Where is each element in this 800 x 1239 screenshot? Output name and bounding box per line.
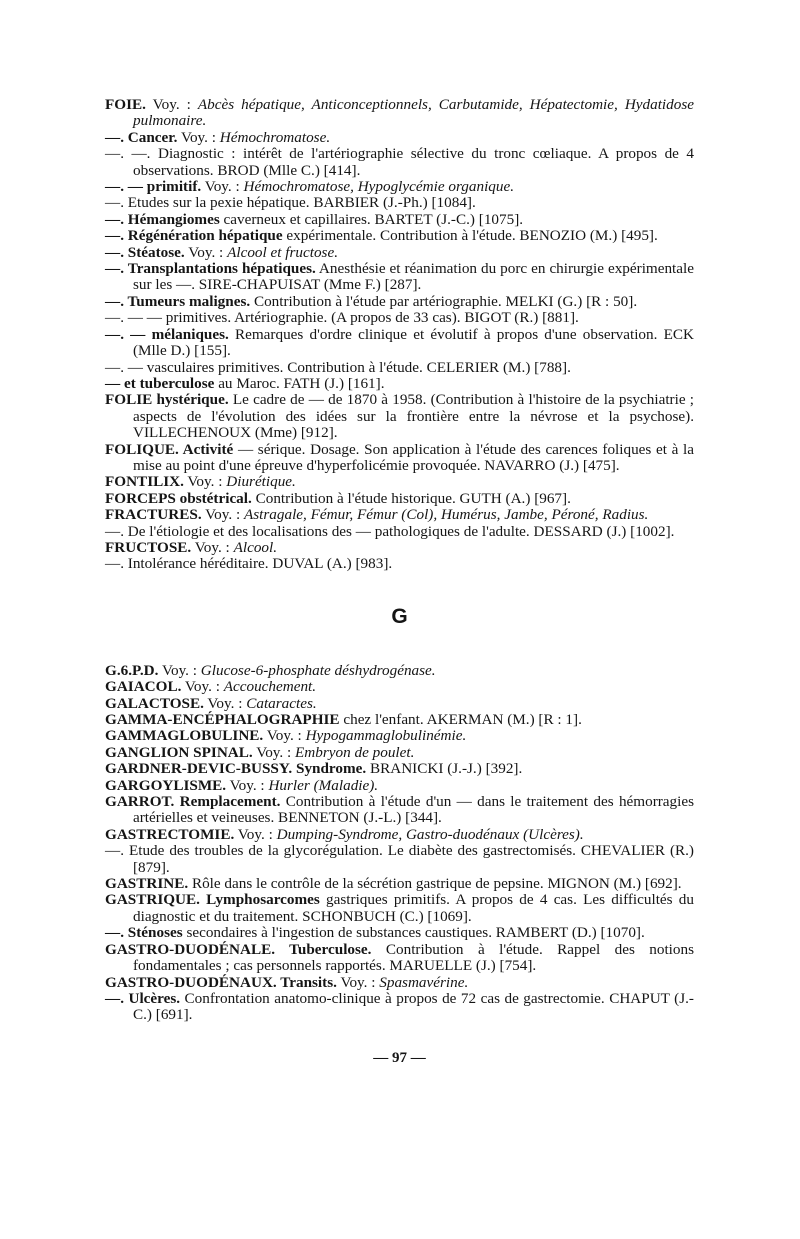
entry-crossref: Cataractes. (246, 694, 317, 712)
entry-headword: GASTRINE. (105, 875, 189, 893)
entry-text: Contribution à l'étude par artériographie. MELKI (G.) [R : 50]. (250, 292, 638, 310)
entry-crossref: Dumping-Syndrome, Gastro-duodénaux (Ulcères). (276, 825, 584, 843)
index-entry (105, 376, 694, 392)
entry-text: secondaires à l'ingestion de substances caustiques. RAMBERT (D.) [1070]. (182, 924, 645, 942)
entry-headword: GARDNER-DEVIC-BUSSY. Syndrome. (105, 760, 367, 778)
entry-headword: —. Ulcères. (105, 989, 181, 1007)
entry-text: Voy. : (145, 96, 198, 113)
index-entry (105, 360, 694, 376)
index-entry (105, 556, 694, 572)
index-entry (105, 925, 694, 941)
page-number: — 97 — (373, 1049, 426, 1066)
entry-text: Voy. : (183, 473, 227, 491)
entry-crossref: Hémochromatose, Hypoglycémie organique. (243, 178, 515, 196)
entry-text: Voy. : (177, 128, 220, 146)
index-entry (105, 228, 694, 244)
entry-headword: GAIACOL. (105, 678, 182, 696)
entry-text: caverneux et capillaires. BARTET (J.-C.) [1075]. (219, 210, 524, 228)
index-entry (105, 540, 694, 556)
index-entry (105, 442, 694, 475)
entry-headword: FOIE. (105, 96, 146, 113)
entry-crossref: Alcool. (233, 538, 278, 556)
index-entry (105, 245, 694, 261)
entry-headword: —. Régénération hépatique (105, 227, 283, 245)
entry-crossref: Astragale, Fémur, Fémur (Col), Humérus, Jambe, Péroné, Radius. (243, 506, 649, 524)
entry-crossref: Alcool et fructose. (227, 243, 339, 261)
entry-text: au Maroc. FATH (J.) [161]. (214, 374, 385, 392)
index-entry (105, 975, 694, 991)
entry-text: —. Intolérance héréditaire. DUVAL (A.) [983]. (105, 555, 393, 573)
entry-crossref: Embryon de poulet. (295, 743, 415, 761)
index-entries-f (105, 97, 694, 573)
section-heading: G (391, 604, 408, 628)
index-entry (105, 130, 694, 146)
entry-headword: GARROT. Remplacement. (105, 793, 281, 811)
index-entry (105, 212, 694, 228)
index-entry (105, 261, 694, 294)
entry-text: Le cadre de — de 1870 à 1958. (Contribution à l'histoire de la psychiatrie ; aspects de l'évolution des idées sur la frontière entre la névrose et la psychose). VILLECHENOUX (Mme) [912]. (133, 391, 694, 442)
entry-text: —. —. Diagnostic : intérêt de l'artériographie sélective du tronc cœliaque. A propos de 4 observations. BROD (Mlle C.) [414]. (105, 145, 694, 179)
index-entries-g (105, 663, 694, 1024)
entry-headword: —. — mélaniques. (105, 325, 229, 343)
entry-text: expérimentale. Contribution à l'étude. BENOZIO (M.) [495]. (282, 227, 658, 245)
index-entry (105, 310, 694, 326)
index-entry (105, 146, 694, 179)
entry-text: Contribution à l'étude d'un — dans le traitement des hémorragies artérielles et veineuses. BENNETON (J.-L.) [344]. (133, 793, 695, 827)
entry-headword: —. Transplantations hépatiques. (105, 260, 316, 278)
entry-headword: —. — primitif. (105, 178, 202, 196)
index-entry (105, 696, 694, 712)
index-entry (105, 991, 694, 1024)
index-entry (105, 524, 694, 540)
index-entry (105, 294, 694, 310)
index-entry (105, 474, 694, 490)
entry-headword: GARGOYLISME. (105, 776, 227, 794)
entry-headword: — et tuberculose (105, 374, 215, 392)
index-entry (105, 195, 694, 211)
entry-text: Remarques d'ordre clinique et évolutif à propos d'une observation. ECK (Mlle D.) [155]. (133, 325, 694, 360)
entry-text: —. — vasculaires primitives. Contribution à l'étude. CELERIER (M.) [788]. (105, 358, 571, 376)
entry-headword: GASTRECTOMIE. (105, 825, 235, 843)
entry-headword: GANGLION SPINAL. (105, 743, 253, 761)
index-entry (105, 491, 694, 507)
entry-headword: —. Sténoses (105, 924, 183, 942)
index-entry (105, 843, 694, 876)
index-entry (105, 794, 694, 827)
index-entry (105, 745, 694, 761)
index-entry (105, 327, 694, 360)
entry-text: —. Etude des troubles de la glycorégulation. Le diabète des gastrectomisés. CHEVALIER (R.) [879]. (105, 842, 694, 876)
entry-text: —. Etudes sur la pexie hépatique. BARBIER (J.-Ph.) [1084]. (105, 194, 476, 212)
entry-headword: FONTILIX. (105, 473, 184, 491)
entry-text: Voy. : (201, 506, 244, 524)
entry-text: Voy. : (191, 538, 234, 556)
entry-crossref: Spasmavérine. (379, 973, 469, 991)
index-entry (105, 663, 694, 679)
entry-crossref: Hypogammaglobulinémie. (305, 727, 467, 745)
entry-text: Contribution à l'étude. Rappel des notions fondamentales ; cas personnels rapportés. MARUELLE (J.) [754]. (133, 940, 694, 975)
entry-text: —. — — primitives. Artériographie. (A propos de 33 cas). BIGOT (R.) [881]. (105, 309, 579, 327)
index-entry (105, 876, 694, 892)
entry-crossref: Hémochromatose. (219, 128, 331, 146)
entry-headword: FRACTURES. (105, 506, 202, 524)
entry-crossref: Hurler (Maladie). (268, 776, 379, 794)
entry-text: chez l'enfant. AKERMAN (M.) [R : 1]. (339, 711, 582, 728)
index-entry (105, 97, 694, 130)
entry-headword: FRUCTOSE. (105, 538, 192, 556)
entry-text: Voy. : (203, 694, 247, 712)
index-entry (105, 778, 694, 794)
entry-headword: GASTRO-DUODÉNAUX. Transits. (105, 973, 337, 991)
entry-text: Confrontation anatomo-clinique à propos de 72 cas de gastrectomie. CHAPUT (J.-C.) [691]. (133, 989, 694, 1024)
entry-text: Voy. : (181, 678, 224, 696)
entry-headword: GASTRO-DUODÉNALE. Tuberculose. (105, 940, 372, 958)
index-entry (105, 892, 694, 925)
index-entry (105, 827, 694, 843)
entry-text: —. De l'étiologie et des localisations des — pathologiques de l'adulte. DESSARD (J.) [1002]. (105, 522, 675, 540)
entry-crossref: Diurétique. (226, 473, 296, 491)
entry-crossref: Accouchement. (223, 678, 317, 696)
entry-headword: FORCEPS obstétrical. (105, 489, 252, 507)
entry-text: — sérique. Dosage. Son application à l'étude des carences foliques et à la mise au point d'une épreuve d'hyperfolicémie provoquée. NAVARRO (J.) [475]. (133, 440, 694, 474)
entry-text: Voy. : (252, 743, 296, 761)
entry-text: Voy. : (184, 243, 228, 261)
index-entry (105, 728, 694, 744)
entry-headword: GAMMA-ENCÉPHALOGRAPHIE (105, 711, 340, 728)
entry-crossref: Abcès hépatique, Anticonceptionnels, Carbutamide, Hépatectomie, Hydatidose pulmonaire. (133, 96, 694, 130)
index-entry (105, 179, 694, 195)
entry-headword: GALACTOSE. (105, 694, 204, 712)
entry-text: Voy. : (263, 727, 306, 745)
entry-text: Anesthésie et réanimation du porc en chirurgie expérimentale sur les —. SIRE-CHAPUISAT (Mme F.) [287]. (133, 260, 694, 294)
entry-text: Voy. : (158, 661, 201, 679)
entry-text: BRANICKI (J.-J.) [392]. (366, 760, 523, 778)
index-entry (105, 761, 694, 777)
entry-text: Voy. : (336, 973, 380, 991)
entry-headword: G.6.P.D. (105, 661, 159, 679)
entry-headword: —. Cancer. (105, 128, 178, 146)
entry-headword: —. Tumeurs malignes. (105, 292, 251, 310)
index-entry (105, 392, 694, 441)
index-entry (105, 507, 694, 523)
entry-headword: FOLIQUE. Activité (105, 440, 234, 458)
entry-text: Voy. : (201, 178, 244, 196)
index-entry (105, 679, 694, 695)
entry-headword: —. Hémangiomes (105, 210, 220, 228)
entry-crossref: Glucose-6-phosphate déshydrogénase. (200, 661, 436, 679)
entry-text: Contribution à l'étude historique. GUTH (A.) [967]. (251, 489, 571, 507)
entry-headword: GASTRIQUE. Lymphosarcomes (105, 891, 320, 909)
entry-headword: —. Stéatose. (105, 243, 185, 261)
index-entry (105, 712, 694, 728)
entry-text: Rôle dans le contrôle de la sécrétion gastrique de pepsine. MIGNON (M.) [692]. (188, 875, 682, 893)
entry-headword: FOLIE hystérique. (105, 391, 229, 409)
index-entry (105, 942, 694, 975)
entry-headword: GAMMAGLOBULINE. (105, 727, 264, 745)
entry-text: gastriques primitifs. A propos de 4 cas. Les difficultés du diagnostic et du traitement. SCHONBUCH (C.) [1069]. (133, 891, 694, 925)
entry-text: Voy. : (226, 776, 269, 794)
entry-text: Voy. : (234, 825, 277, 843)
